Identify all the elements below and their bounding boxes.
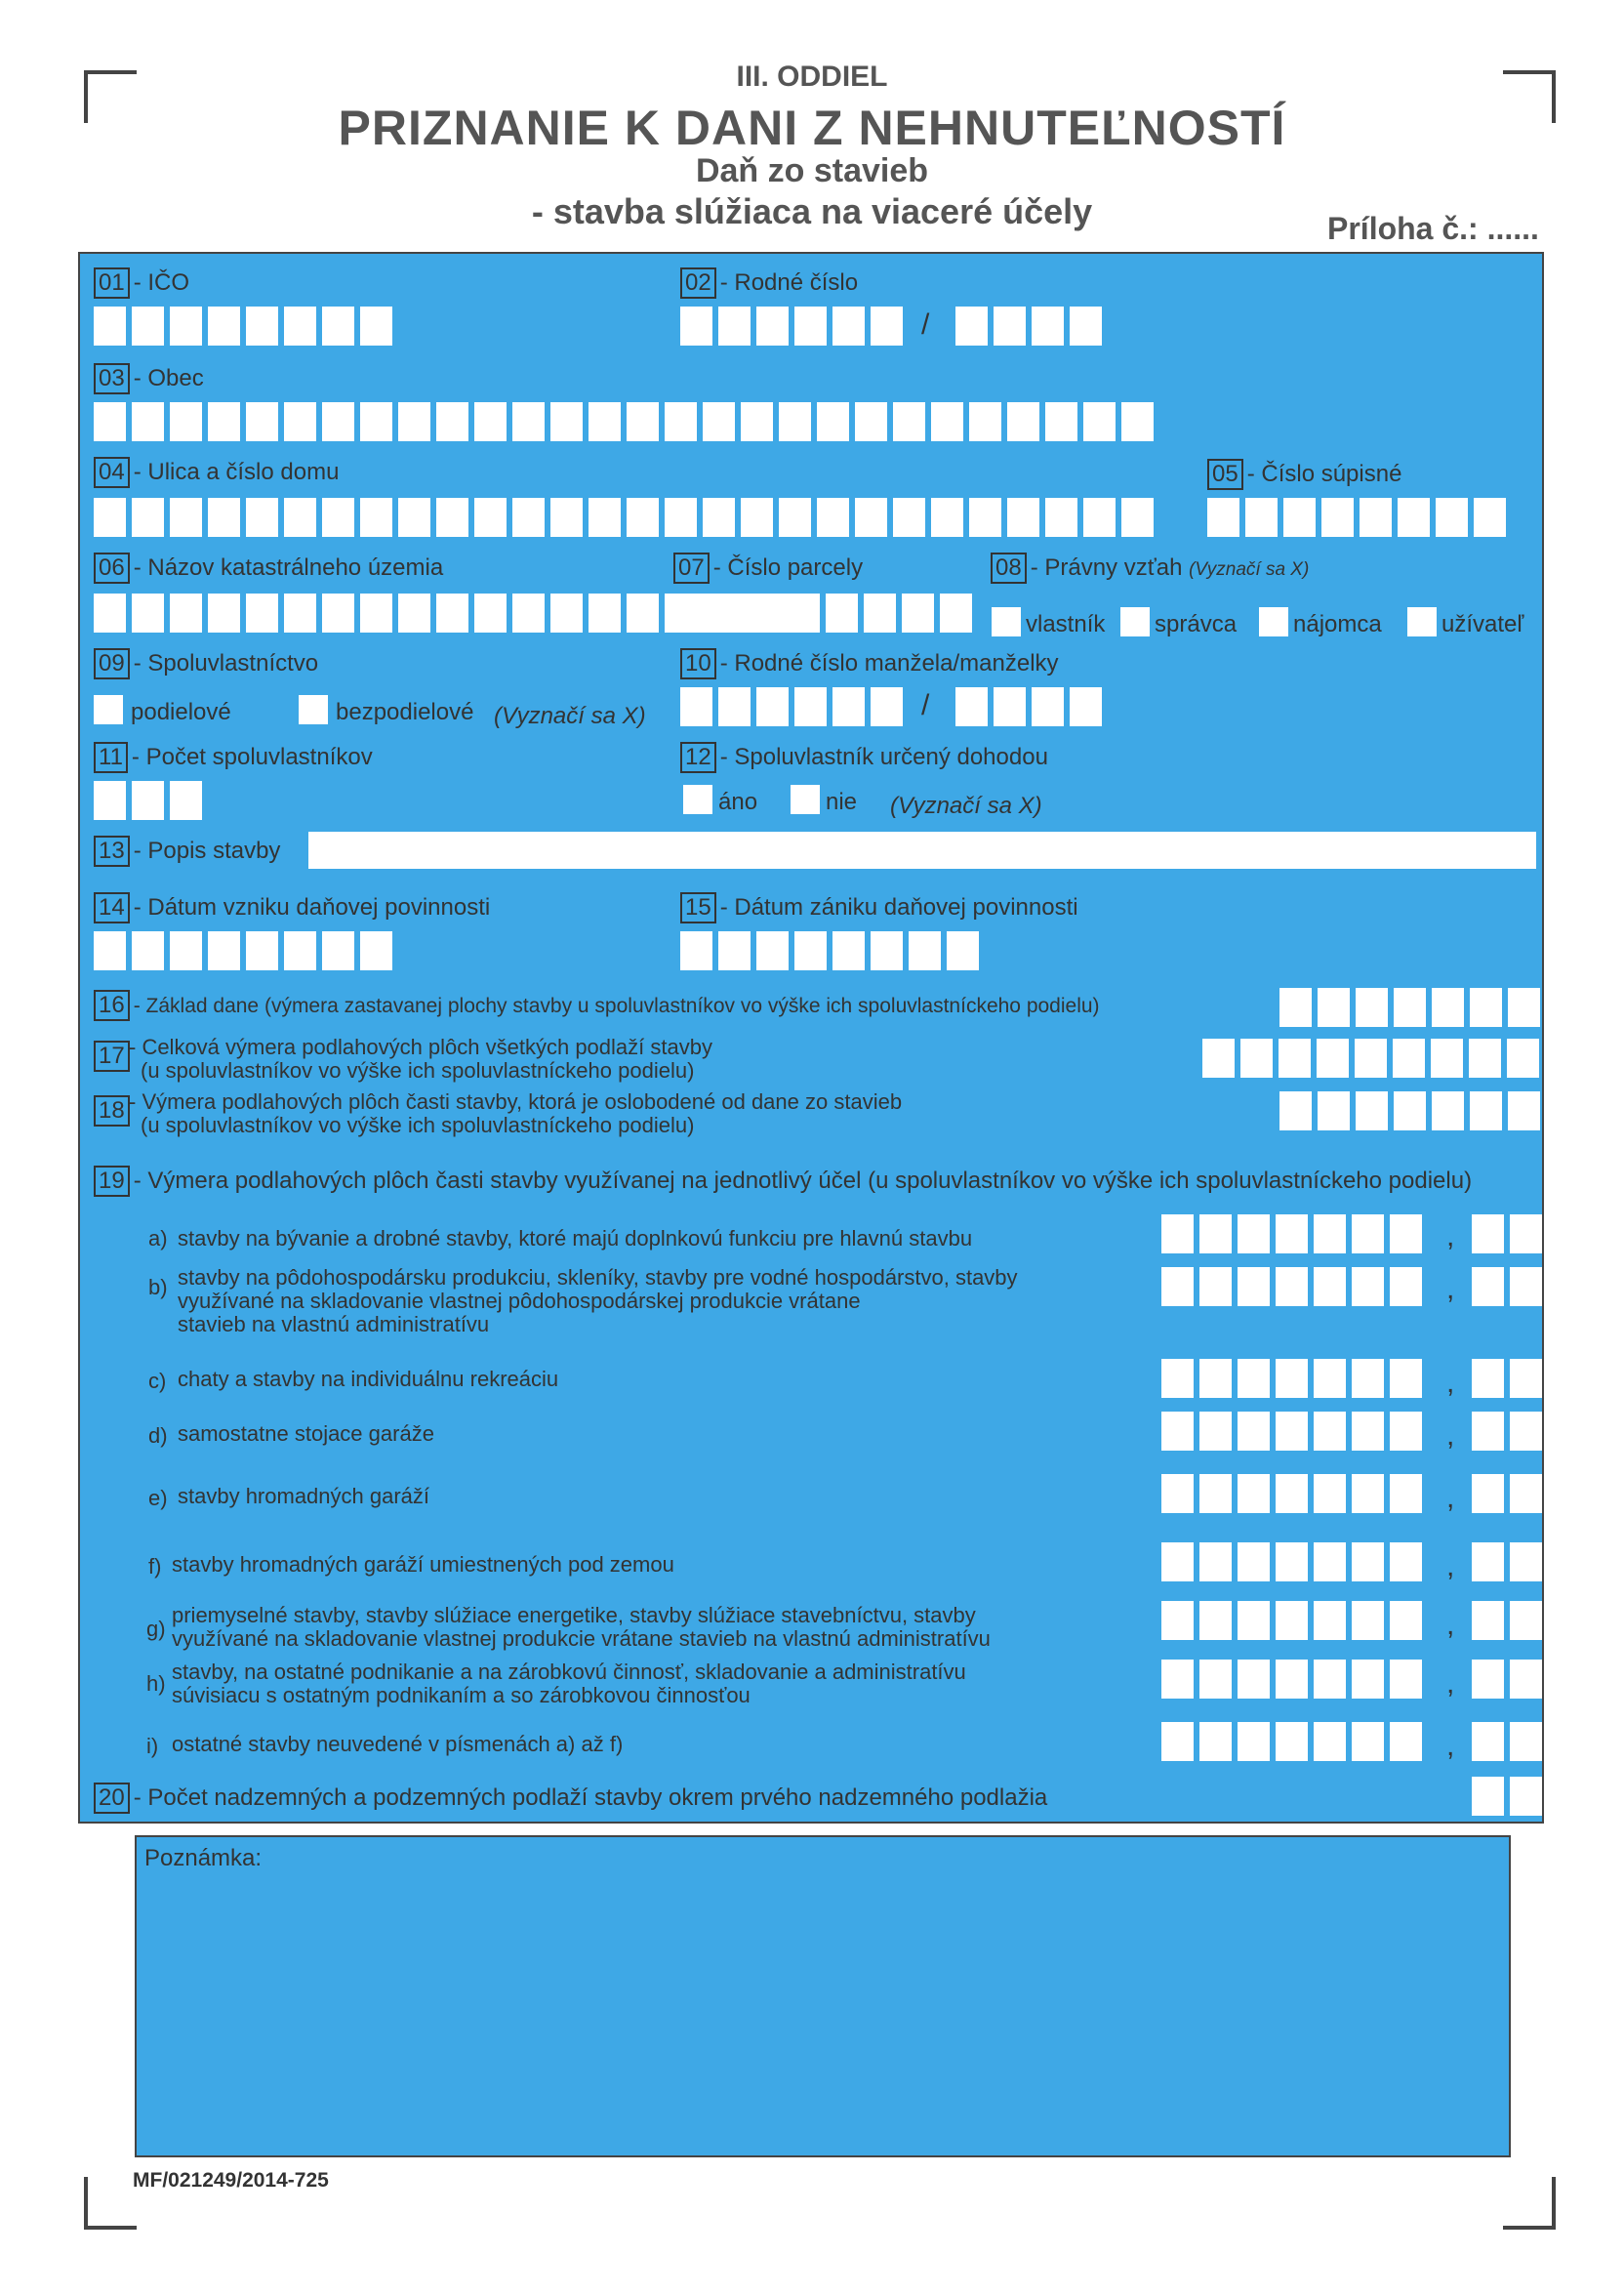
purpose-h-letter: h) — [146, 1671, 166, 1696]
liability-end-date-input[interactable] — [680, 931, 979, 970]
purpose-h-decimal-sep: , — [1446, 1667, 1455, 1700]
purpose-b-text-2: využívané na skladovanie vlastnej pôdohospodárskej produkcie vrátane — [178, 1289, 861, 1313]
purpose-h-decimal-input[interactable] — [1472, 1660, 1542, 1699]
field-03-label: 03 - Obec — [94, 363, 204, 394]
field-18-label: 18 — [94, 1095, 134, 1127]
field-17-text-1: - Celková výmera podlahových plôch všetkých podlaží stavby — [129, 1035, 712, 1059]
municipality-input[interactable] — [94, 402, 1154, 441]
purpose-e-decimal-sep: , — [1446, 1482, 1455, 1514]
purpose-f-letter: f) — [148, 1554, 162, 1578]
field-19-label: 19 - Výmera podlahových plôch časti stavby využívanej na jednotlivý účel (u spoluvlastníkov vo výške ich spoluvlastníckeho podielu) — [94, 1166, 1472, 1197]
joint-ownership-checkbox[interactable] — [299, 695, 328, 724]
purpose-g-area-input[interactable] — [1161, 1601, 1422, 1640]
field-17-text-2: (u spoluvlastníkov vo výške ich spoluvlastníckeho podielu) — [141, 1058, 695, 1083]
form-panel — [78, 252, 1544, 1824]
administrator-label: správca — [1155, 611, 1238, 637]
purpose-e-area-input[interactable] — [1161, 1474, 1422, 1513]
spouse-birth-number-suffix-input[interactable] — [955, 687, 1102, 726]
administrator-checkbox[interactable] — [1120, 607, 1150, 636]
purpose-e-letter: e) — [148, 1486, 168, 1510]
street-input[interactable] — [94, 498, 1154, 537]
form-subtitle-2: - stavba slúžiaca na viaceré účely — [531, 191, 1093, 231]
registry-number-input[interactable] — [1207, 498, 1506, 537]
exempt-floor-area-input[interactable] — [1279, 1091, 1540, 1130]
liability-start-date-input[interactable] — [94, 931, 392, 970]
field-12-hint: (Vyznačí sa X) — [890, 793, 1042, 819]
note-label: Poznámka: — [144, 1845, 263, 1871]
field-06-label: 06 - Názov katastrálneho územia — [94, 553, 443, 584]
agreement-no-label: nie — [826, 789, 858, 815]
purpose-i-area-input[interactable] — [1161, 1722, 1422, 1761]
corner-mark-bottom-left — [84, 2177, 137, 2230]
agreement-yes-checkbox[interactable] — [683, 785, 712, 814]
form-subtitle: Daň zo stavieb — [695, 152, 929, 189]
purpose-h-text-1: stavby, na ostatné podnikanie a na zárobkovú činnosť, skladovanie a administratívu — [172, 1660, 966, 1684]
purpose-i-text: ostatné stavby neuvedené v písmenách a) až f) — [172, 1732, 624, 1756]
purpose-a-letter: a) — [148, 1226, 168, 1250]
spouse-birth-number-separator: / — [921, 689, 930, 721]
user-checkbox[interactable] — [1407, 607, 1437, 636]
purpose-b-decimal-input[interactable] — [1472, 1267, 1542, 1306]
purpose-b-area-input[interactable] — [1161, 1267, 1422, 1306]
purpose-c-decimal-input[interactable] — [1472, 1359, 1542, 1398]
agreement-no-checkbox[interactable] — [791, 785, 820, 814]
purpose-f-area-input[interactable] — [1161, 1542, 1422, 1581]
purpose-b-decimal-sep: , — [1446, 1273, 1455, 1305]
field-18-text-1: - Výmera podlahových plôch časti stavby, ktorá je oslobodené od dane zo stavieb — [129, 1089, 903, 1114]
purpose-b-text-1: stavby na pôdohospodársku produkciu, skleníky, stavby pre vodné hospodárstvo, stavby — [178, 1265, 1018, 1290]
field-04-label: 04 - Ulica a číslo domu — [94, 457, 339, 488]
form-code: MF/021249/2014-725 — [133, 2169, 329, 2192]
field-10-label: 10 - Rodné číslo manžela/manželky — [680, 648, 1059, 679]
purpose-b-letter: b) — [148, 1275, 168, 1299]
tax-base-input[interactable] — [1279, 988, 1540, 1027]
field-18-text-2: (u spoluvlastníkov vo výške ich spoluvlastníckeho podielu) — [141, 1113, 695, 1137]
form-title: PRIZNANIE K DANI Z NEHNUTEĽNOSTÍ — [338, 101, 1286, 155]
purpose-d-letter: d) — [148, 1423, 168, 1448]
co-owners-count-input[interactable] — [94, 781, 202, 820]
spouse-birth-number-input[interactable] — [680, 687, 903, 726]
purpose-i-letter: i) — [146, 1734, 159, 1758]
purpose-d-decimal-input[interactable] — [1472, 1412, 1542, 1451]
purpose-f-text: stavby hromadných garáží umiestnených pod zemou — [172, 1552, 674, 1577]
purpose-g-decimal-input[interactable] — [1472, 1601, 1542, 1640]
parcel-number-input[interactable] — [673, 594, 972, 633]
purpose-c-area-input[interactable] — [1161, 1359, 1422, 1398]
field-08-label: 08 - Právny vzťah (Vyznačí sa X) — [991, 553, 1309, 584]
purpose-h-text-2: súvisiacu s ostatným podnikaním a so zárobkovou činnosťou — [172, 1683, 751, 1707]
user-label: užívateľ — [1441, 611, 1524, 637]
shared-ownership-checkbox[interactable] — [94, 695, 123, 724]
purpose-d-area-input[interactable] — [1161, 1412, 1422, 1451]
corner-mark-bottom-right — [1503, 2177, 1556, 2230]
field-12-label: 12 - Spoluvlastník určený dohodou — [680, 742, 1048, 773]
birth-number-input[interactable] — [680, 307, 903, 346]
attachment-number: Príloha č.: ...... — [1327, 211, 1539, 246]
purpose-d-decimal-sep: , — [1446, 1419, 1455, 1452]
field-07-label: 07 - Číslo parcely — [673, 553, 863, 584]
field-11-label: 11 - Počet spoluvlastníkov — [94, 742, 373, 773]
ico-input[interactable] — [94, 307, 392, 346]
purpose-a-decimal-sep: , — [1446, 1220, 1455, 1252]
purpose-c-text: chaty a stavby na individuálnu rekreáciu — [178, 1367, 559, 1391]
field-09-hint: (Vyznačí sa X) — [494, 703, 646, 729]
purpose-c-decimal-sep: , — [1446, 1367, 1455, 1399]
purpose-g-text-1: priemyselné stavby, stavby slúžiace energetike, stavby slúžiace stavebníctvu, stavby — [172, 1603, 976, 1627]
note-box[interactable] — [135, 1835, 1511, 2157]
shared-ownership-label: podielové — [131, 699, 231, 725]
purpose-i-decimal-input[interactable] — [1472, 1722, 1542, 1761]
purpose-b-text-3: stavieb na vlastnú administratívu — [178, 1312, 490, 1336]
total-floor-area-input[interactable] — [1202, 1039, 1539, 1078]
owner-label: vlastník — [1026, 611, 1106, 637]
owner-checkbox[interactable] — [992, 607, 1021, 636]
purpose-f-decimal-input[interactable] — [1472, 1542, 1542, 1581]
field-15-label: 15 - Dátum zániku daňovej povinnosti — [680, 892, 1078, 923]
field-17-label: 17 — [94, 1041, 134, 1072]
section-label: III. ODDIEL — [736, 61, 888, 93]
purpose-f-decimal-sep: , — [1446, 1550, 1455, 1582]
floors-count-input[interactable] — [1472, 1777, 1542, 1816]
purpose-d-text: samostatne stojace garáže — [178, 1421, 434, 1446]
birth-number-suffix-input[interactable] — [955, 307, 1102, 346]
purpose-g-letter: g) — [146, 1617, 166, 1641]
purpose-c-letter: c) — [148, 1369, 167, 1393]
field-14-label: 14 - Dátum vzniku daňovej povinnosti — [94, 892, 490, 923]
field-02-label: 02 - Rodné číslo — [680, 267, 858, 299]
purpose-a-decimal-input[interactable] — [1472, 1214, 1542, 1253]
field-20-label: 20 - Počet nadzemných a podzemných podlaží stavby okrem prvého nadzemného podlažia — [94, 1783, 1047, 1814]
field-09-label: 09 - Spoluvlastníctvo — [94, 648, 318, 679]
tenant-label: nájomca — [1293, 611, 1382, 637]
agreement-yes-label: áno — [718, 789, 758, 815]
field-01-label: 01 - IČO — [94, 267, 189, 299]
purpose-i-decimal-sep: , — [1446, 1730, 1455, 1762]
birth-number-separator: / — [921, 308, 930, 341]
purpose-a-area-input[interactable] — [1161, 1214, 1422, 1253]
joint-ownership-label: bezpodielové — [336, 699, 474, 725]
purpose-g-text-2: využívané na skladovanie vlastnej produkcie vrátane stavieb na vlastnú administratívu — [172, 1626, 991, 1651]
purpose-g-decimal-sep: , — [1446, 1609, 1455, 1641]
purpose-e-text: stavby hromadných garáží — [178, 1484, 430, 1508]
field-05-label: 05 - Číslo súpisné — [1207, 459, 1401, 490]
purpose-e-decimal-input[interactable] — [1472, 1474, 1542, 1513]
field-16-label: 16 - Základ dane (výmera zastavanej plochy stavby u spoluvlastníkov vo výške ich spoluvlastníckeho podielu) — [94, 990, 1100, 1021]
building-description-input[interactable] — [308, 832, 1536, 869]
field-13-label: 13 - Popis stavby — [94, 836, 280, 867]
purpose-h-area-input[interactable] — [1161, 1660, 1422, 1699]
tenant-checkbox[interactable] — [1259, 607, 1288, 636]
purpose-a-text: stavby na bývanie a drobné stavby, ktoré majú doplnkovú funkciu pre hlavnú stavbu — [178, 1226, 973, 1250]
